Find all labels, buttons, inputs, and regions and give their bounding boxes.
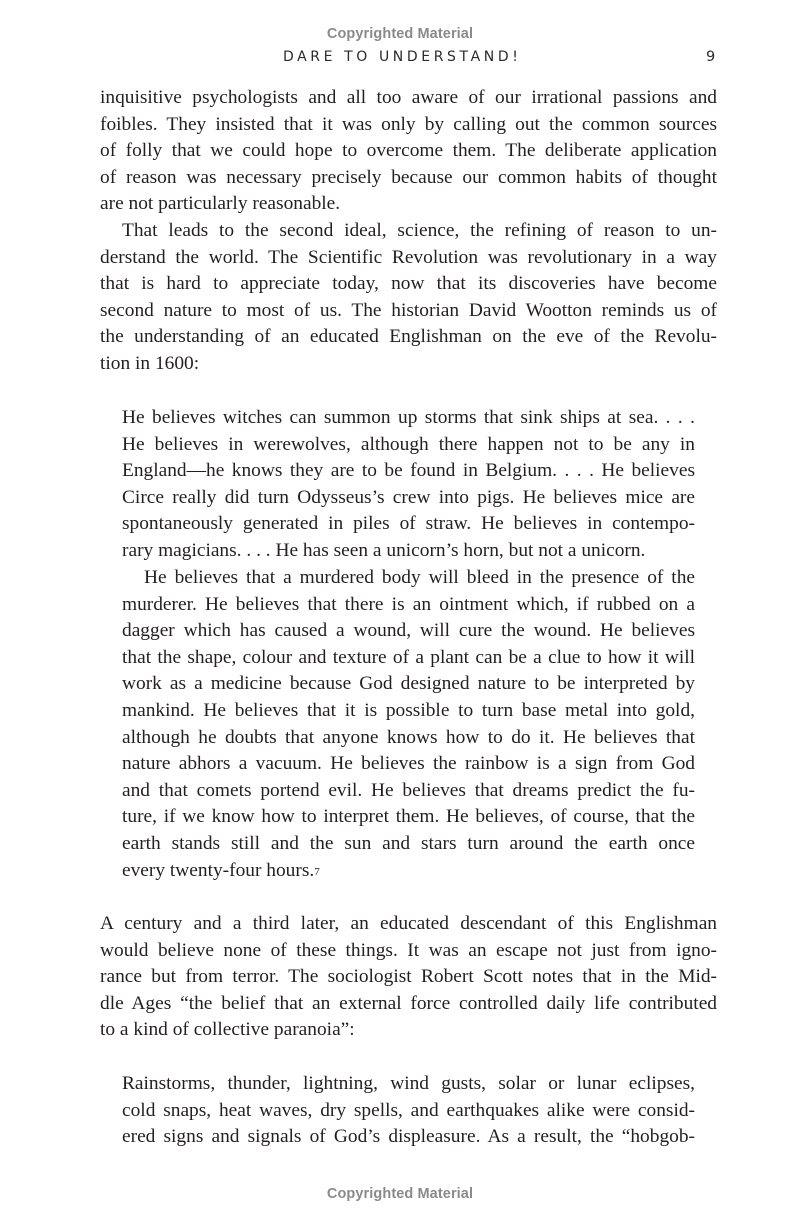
- text-line: to a kind of collective paranoia”:: [100, 1019, 355, 1041]
- text-line: inquisitive psychologists and all too aware of our irrational passions and: [100, 87, 717, 108]
- paragraph-1: [100, 85, 717, 218]
- page-number: 9: [706, 49, 716, 65]
- text-line: although he doubts that anyone knows how to do it. He believes that: [122, 726, 695, 748]
- text-line: mankind. He believes that it is possible to turn base metal into gold,: [122, 699, 695, 721]
- block-quote-wootton-2: [122, 565, 695, 884]
- text-line: He believes witches can summon up storms that sink ships at sea. . . .: [122, 407, 695, 428]
- text-line: dagger which has caused a wound, will cure the wound. He believes: [122, 620, 695, 642]
- text-line: the understanding of an educated Englishman on the eve of the Revolu-: [100, 326, 717, 348]
- text-line: rary magicians. . . . He has seen a unicorn’s horn, but not a unicorn.: [122, 539, 646, 561]
- text-line: second nature to most of us. The historian David Wootton reminds us of: [100, 299, 717, 321]
- copyright-watermark-top: Copyrighted Material: [326, 26, 474, 42]
- block-quote-scott: [122, 1071, 695, 1151]
- text-line: dle Ages “the belief that an external force controlled daily life contributed: [100, 992, 717, 1014]
- text-line-content: every twenty-four hours.: [122, 859, 315, 881]
- text-line: spontaneously generated in piles of straw. He believes in contempo-: [122, 513, 695, 535]
- text-line: ture, if we know how to interpret them. He believes, of course, that the: [122, 806, 695, 828]
- text-line: cold snaps, heat waves, dry spells, and earthquakes alike were consid-: [122, 1099, 695, 1121]
- text-line: ered signs and signals of God’s displeasure. As a result, the “hobgob-: [122, 1126, 695, 1148]
- block-quote-wootton-1: [122, 405, 695, 565]
- text-line: and that comets portend evil. He believes that dreams predict the fu-: [122, 779, 695, 801]
- text-line: He believes in werewolves, although there happen not to be any in: [122, 433, 695, 455]
- text-line: [122, 858, 695, 885]
- text-line: of folly that we could hope to overcome them. The deliberate application: [100, 140, 717, 162]
- text-line: of reason was necessary precisely because our common habits of thought: [100, 166, 717, 188]
- text-line: that the shape, colour and texture of a plant can be a clue to how it will: [122, 646, 695, 668]
- text-line: tion in 1600:: [100, 352, 200, 374]
- text-line: that is hard to appreciate today, now that its discoveries have become: [100, 273, 717, 295]
- text-line: That leads to the second ideal, science, the refining of reason to un-: [122, 220, 717, 241]
- text-line: would believe none of these things. It was an escape not just from igno-: [100, 939, 717, 961]
- paragraph-2: [100, 218, 717, 378]
- copyright-watermark-bottom: Copyrighted Material: [326, 1186, 474, 1202]
- footnote-reference[interactable]: 7: [314, 865, 320, 878]
- text-line: Rainstorms, thunder, lightning, wind gusts, solar or lunar eclipses,: [122, 1073, 695, 1094]
- text-line: nature abhors a vacuum. He believes the rainbow is a sign from God: [122, 753, 695, 775]
- text-line: murderer. He believes that there is an ointment which, if rubbed on a: [122, 593, 695, 615]
- text-line: earth stands still and the sun and stars turn around the earth once: [122, 832, 695, 854]
- text-line: A century and a third later, an educated descendant of this Englishman: [100, 913, 717, 934]
- text-line: are not particularly reasonable.: [100, 193, 341, 215]
- text-line: foibles. They insisted that it was only by calling out the common sources: [100, 113, 717, 135]
- text-line: England—he knows they are to be found in Belgium. . . . He believes: [122, 460, 695, 482]
- paragraph-3: [100, 911, 717, 1044]
- text-line: derstand the world. The Scientific Revolution was revolutionary in a way: [100, 246, 717, 268]
- running-head: DARE TO UNDERSTAND!: [283, 49, 522, 65]
- text-line: work as a medicine because God designed nature to be interpreted by: [122, 673, 695, 695]
- text-line: rance but from terror. The sociologist Robert Scott notes that in the Mid-: [100, 966, 717, 988]
- text-line: Circe really did turn Odysseus’s crew into pigs. He believes mice are: [122, 486, 695, 508]
- text-line: He believes that a murdered body will bleed in the presence of the: [144, 567, 695, 588]
